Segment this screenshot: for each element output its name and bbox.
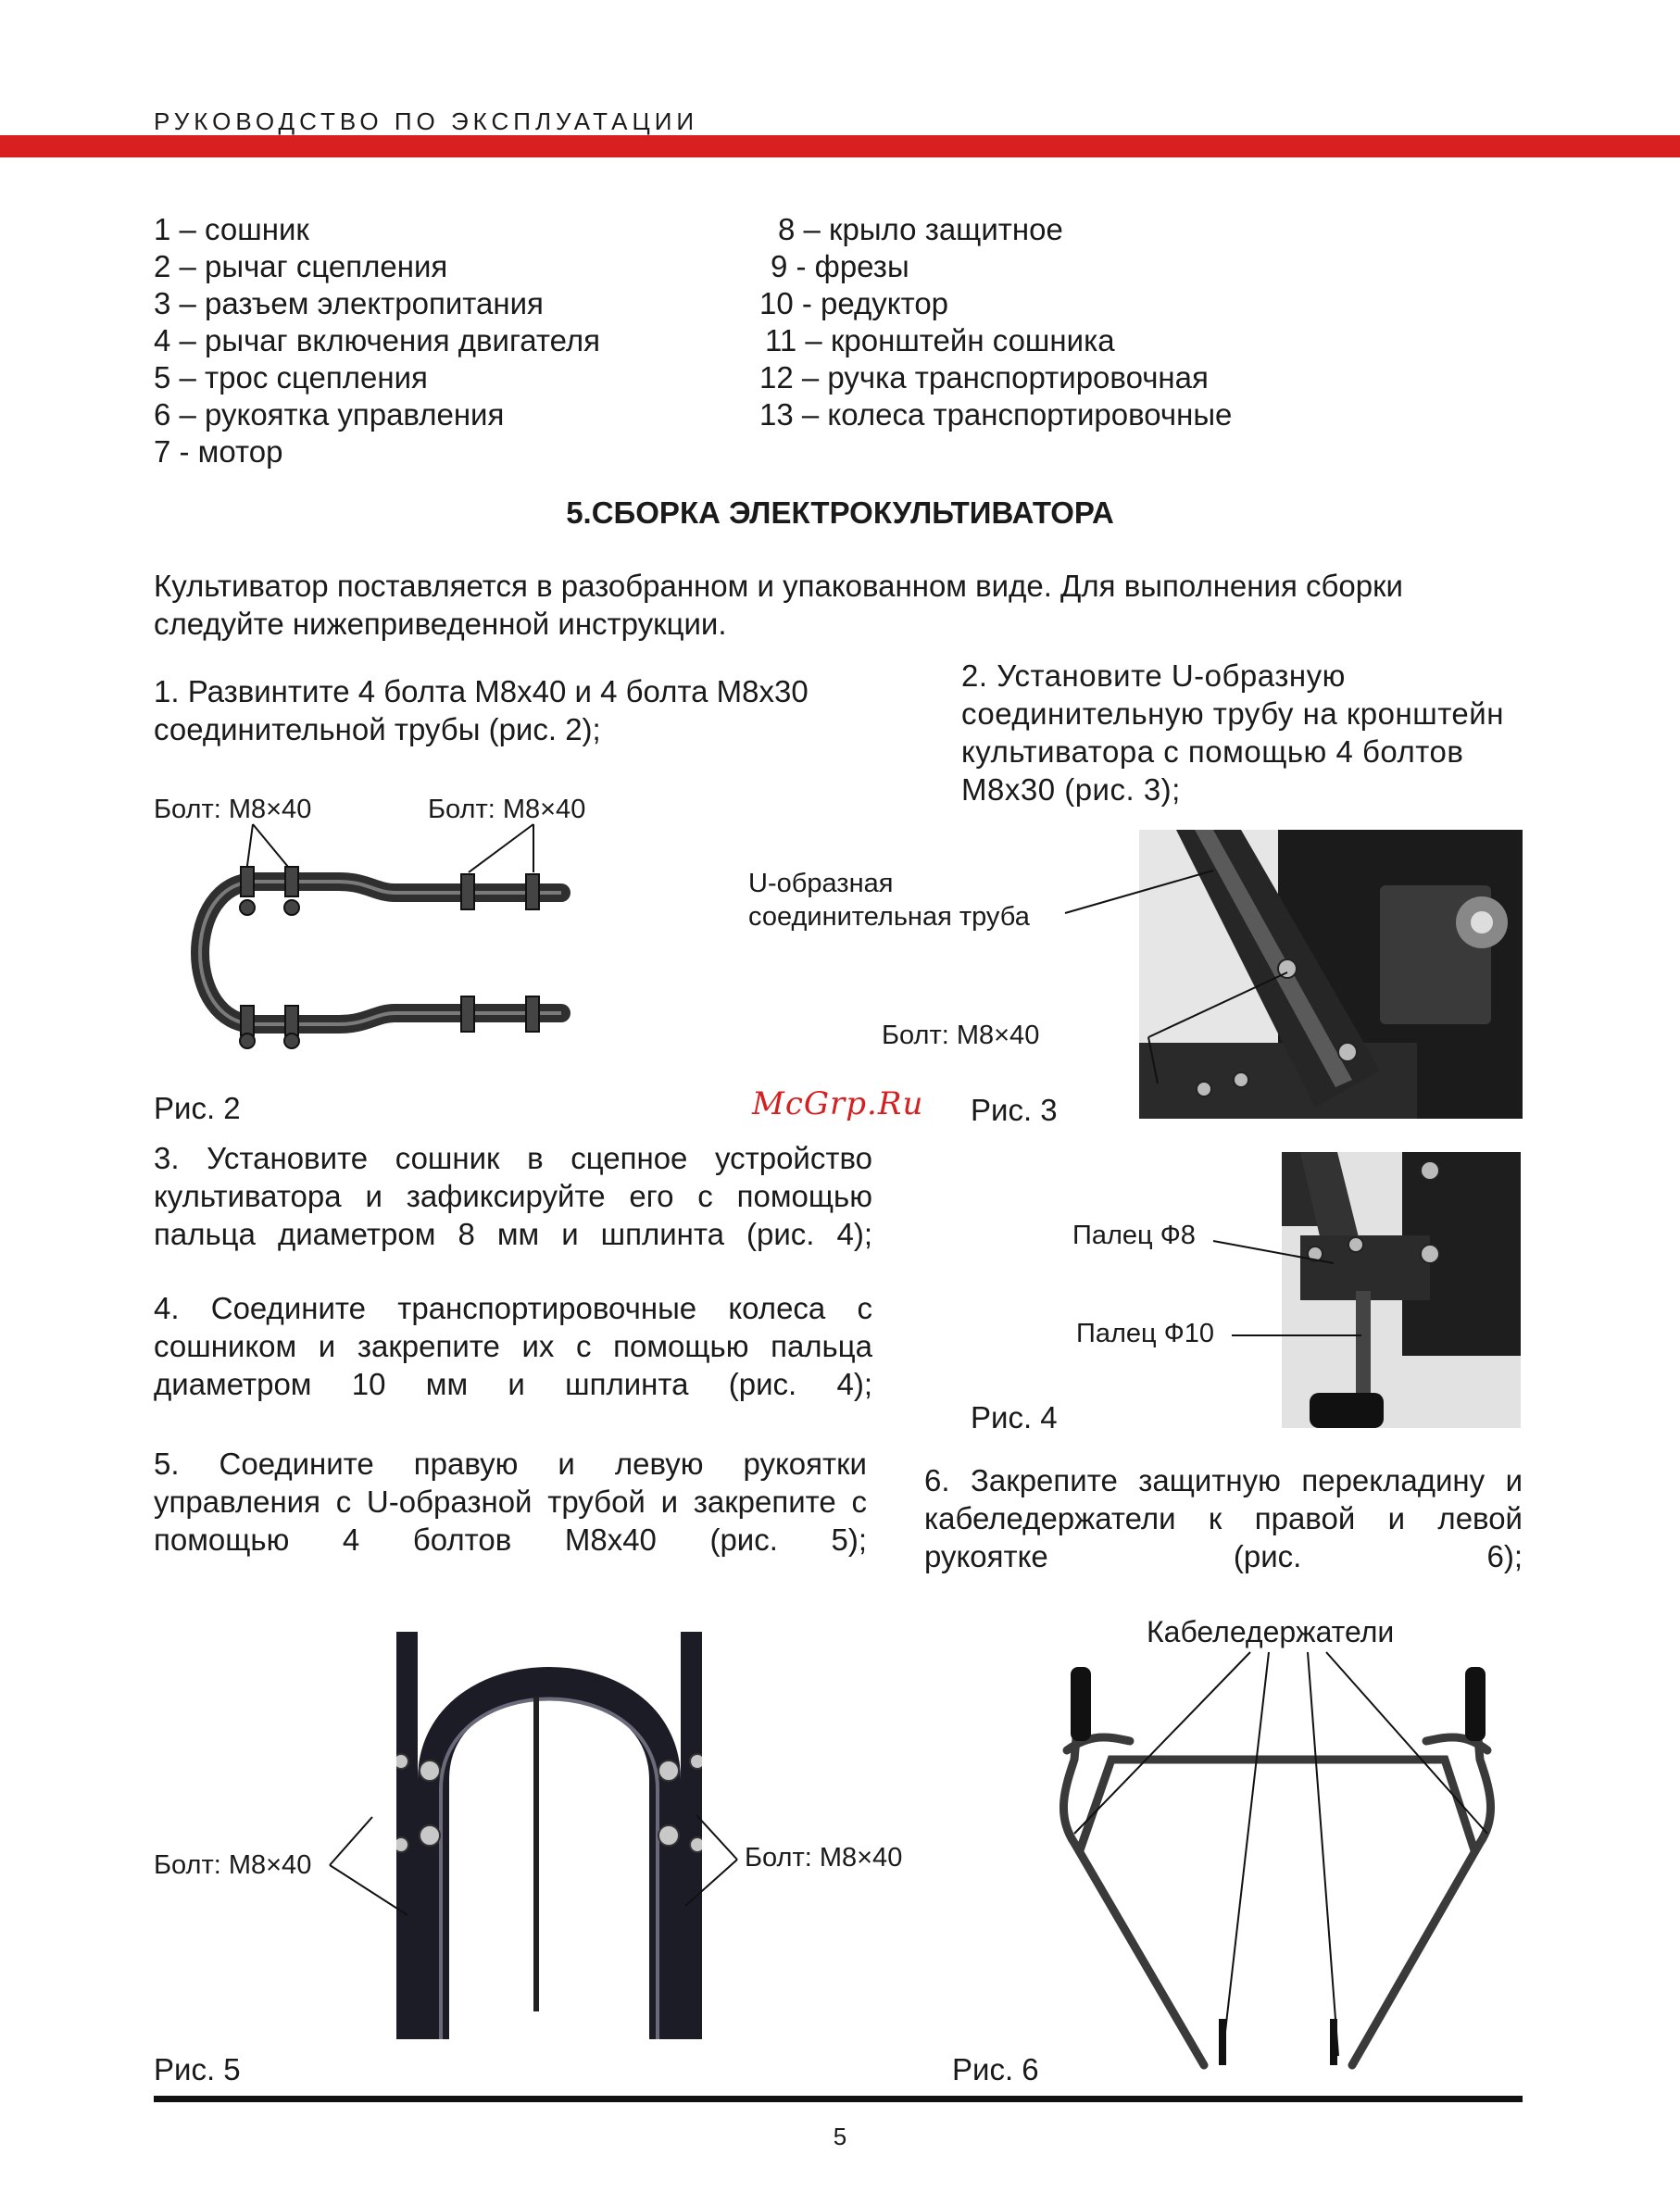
step-6: 6. Закрепите защитную перекладину и кабеледержатели к правой и левой рукоятке (рис. 6); <box>924 1463 1523 1573</box>
fig3-label-tube-box <box>748 867 1082 933</box>
footer-rule <box>154 2096 1523 2102</box>
fig3-label-bolt: Болт: М8×40 <box>882 1021 1040 1050</box>
legend-item: 13 – колеса транспортировочные <box>759 397 1233 432</box>
fig4-leader-lines <box>1204 1222 1371 1352</box>
fig3-leader-lines <box>1056 861 1315 1102</box>
watermark: McGrp.Ru <box>752 1085 924 1122</box>
step-4: 4. Соедините транспортировочные колеса с сошником и закрепите их с помощью пальца диаметром 10 мм и шплинта (рис. 4); <box>154 1291 872 1401</box>
section-title: 5.СБОРКА ЭЛЕКТРОКУЛЬТИВАТОРА <box>566 495 1114 530</box>
legend-item: 12 – ручка транспортировочная <box>759 360 1209 395</box>
legend-right-column <box>759 211 1232 433</box>
fig4-label-pin8: Палец Ф8 <box>1072 1221 1196 1250</box>
fig6-label: Кабеледержатели <box>1147 1615 1395 1648</box>
legend-item: 5 – трос сцепления <box>154 360 428 395</box>
fig6-handlebar-drawing <box>1037 1648 1528 2084</box>
legend-item: 6 – рукоятка управления <box>154 397 505 432</box>
fig4-label-pin10: Палец Ф10 <box>1076 1319 1214 1348</box>
step-5: 5. Соедините правую и левую рукоятки управления с U-образной трубой и закрепите с помощью 4 болтов М8х40 (рис. 5); <box>154 1447 867 1557</box>
step-3: 3. Установите сошник в сцепное устройство культиватора и зафиксируйте его с помощью пальца диаметром 8 мм и шплинта (рис. 4); <box>154 1141 872 1251</box>
fig2-caption: Рис. 2 <box>154 1091 241 1125</box>
legend-item: 1 – сошник <box>154 212 309 246</box>
fig2-label-left: Болт: М8×40 <box>154 795 312 824</box>
legend-item: 4 – рычаг включения двигателя <box>154 323 601 357</box>
legend-item: 11 – кронштейн сошника <box>765 323 1115 357</box>
fig5-label-right: Болт: М8×40 <box>745 1843 903 1873</box>
running-header: РУКОВОДСТВО ПО ЭКСПЛУАТАЦИИ <box>154 107 699 135</box>
legend-left-column <box>154 211 600 470</box>
section-intro: Культиватор поставляется в разобранном и упакованном виде. Для выполнения сборки следуйте нижеприведенной инструкции. <box>154 569 1403 641</box>
legend-item: 3 – разъем электропитания <box>154 286 544 320</box>
fig2-u-tube-drawing <box>154 815 580 1056</box>
fig5-caption: Рис. 5 <box>154 2052 241 2086</box>
step-1: 1. Развинтите 4 болта М8х40 и 4 болта М8х30 соединительной трубы (рис. 2); <box>154 674 809 746</box>
fig4-caption: Рис. 4 <box>971 1400 1058 1435</box>
legend-item: 8 – крыло защитное <box>778 212 1063 246</box>
page-number: 5 <box>833 2123 847 2150</box>
legend-item: 10 - редуктор <box>759 286 949 320</box>
legend-item: 2 – рычаг сцепления <box>154 249 448 283</box>
fig6-caption: Рис. 6 <box>952 2052 1039 2086</box>
header-red-bar <box>0 135 1680 157</box>
legend-item: 9 - фрезы <box>771 249 909 283</box>
fig3-label-tube: U-образная соединительная труба <box>748 869 1030 932</box>
step-2: 2. Установите U-образную соединительную трубу на кронштейн культиватора с помощью 4 болтов М8х30 (рис. 3); <box>961 658 1504 807</box>
legend-item: 7 - мотор <box>154 434 283 469</box>
fig2-label-right: Болт: М8×40 <box>428 795 586 824</box>
fig5-leader-lines <box>324 1797 750 1926</box>
fig3-caption: Рис. 3 <box>971 1093 1058 1127</box>
fig5-label-left: Болт: М8×40 <box>154 1850 312 1880</box>
